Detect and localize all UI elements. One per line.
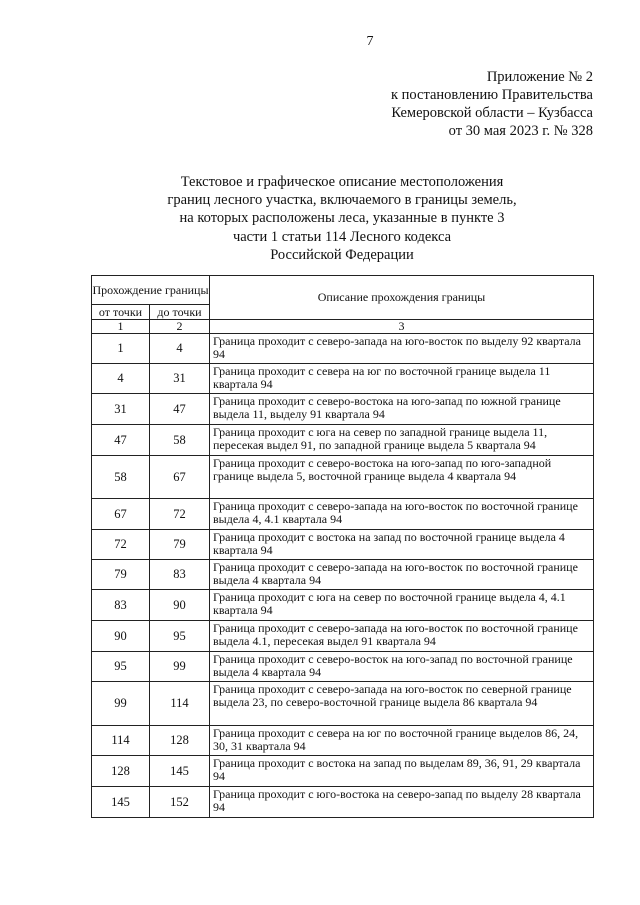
table-row <box>92 787 594 818</box>
cell-to-point: 72 <box>150 499 210 530</box>
cell-description: Граница проходит с северо-запада на юго-восток по выделу 92 квартала 94 <box>210 334 594 364</box>
table-row <box>92 682 594 726</box>
cell-to-point: 145 <box>150 756 210 787</box>
table-body <box>92 334 594 818</box>
appendix-header <box>391 68 593 140</box>
table-row <box>92 499 594 530</box>
cell-description: Граница проходит с северо-востока на юго-запад по южной границе выдела 11, выделу 91 квартала 94 <box>210 394 594 425</box>
cell-description: Граница проходит с северо-востока на юго-запад по юго-западной границе выдела 5, восточной границе выдела 4 квартала 94 <box>210 456 594 499</box>
column-index: 1 <box>92 320 150 334</box>
title-line: части 1 статьи 114 Лесного кодекса <box>232 228 452 245</box>
cell-description: Граница проходит с севера на юг по восточной границе выдела 11 квартала 94 <box>210 364 594 394</box>
cell-from-point: 4 <box>92 364 150 394</box>
column-index: 3 <box>210 320 594 334</box>
cell-from-point: 90 <box>92 621 150 652</box>
cell-from-point: 1 <box>92 334 150 364</box>
cell-from-point: 145 <box>92 787 150 818</box>
cell-description: Граница проходит с юга на север по восточной границе выдела 4, 4.1 квартала 94 <box>210 590 594 621</box>
appendix-line: от 30 мая 2023 г. № 328 <box>448 123 593 139</box>
table-row <box>92 652 594 682</box>
document-title <box>92 173 592 264</box>
table-row <box>92 726 594 756</box>
cell-to-point: 58 <box>150 425 210 456</box>
cell-to-point: 47 <box>150 394 210 425</box>
page-number: 7 <box>366 34 374 49</box>
table-row <box>92 756 594 787</box>
cell-from-point: 95 <box>92 652 150 682</box>
cell-description: Граница проходит с северо-запада на юго-восток по восточной границе выдела 4 квартала 94 <box>210 560 594 590</box>
table-row <box>92 456 594 499</box>
title-line: Российской Федерации <box>270 246 414 263</box>
cell-description: Граница проходит с востока на запад по выделам 89, 36, 91, 29 квартала 94 <box>210 756 594 787</box>
cell-description: Граница проходит с северо-восток на юго-запад по восточной границе выдела 4 квартала 94 <box>210 652 594 682</box>
cell-from-point: 72 <box>92 530 150 560</box>
cell-to-point: 90 <box>150 590 210 621</box>
table-row <box>92 334 594 364</box>
cell-to-point: 67 <box>150 456 210 499</box>
cell-description: Граница проходит с юга на север по западной границе выдела 11, пересекая выдел 91, по западной границе выдела 5 квартала 94 <box>210 425 594 456</box>
appendix-line: Приложение № 2 <box>486 69 593 85</box>
cell-to-point: 4 <box>150 334 210 364</box>
title-line: на которых расположены леса, указанные в пункте 3 <box>179 210 505 227</box>
header-passage: Прохождение границы <box>92 276 210 305</box>
header-from: от точки <box>92 305 150 320</box>
cell-to-point: 95 <box>150 621 210 652</box>
cell-from-point: 58 <box>92 456 150 499</box>
table-row <box>92 530 594 560</box>
cell-description: Граница проходит с севера на юг по восточной границе выделов 86, 24, 30, 31 квартала 94 <box>210 726 594 756</box>
cell-to-point: 114 <box>150 682 210 726</box>
appendix-line: к постановлению Правительства <box>391 87 593 103</box>
table-row <box>92 590 594 621</box>
cell-description: Граница проходит с северо-запада на юго-восток по северной границе выдела 23, по северо-восточной границе выдела 86 квартала 94 <box>210 682 594 726</box>
cell-from-point: 128 <box>92 756 150 787</box>
cell-from-point: 83 <box>92 590 150 621</box>
title-line: границ лесного участка, включаемого в границы земель, <box>167 192 517 209</box>
cell-description: Граница проходит с северо-запада на юго-восток по восточной границе выдела 4.1, пересекая выдел 91 квартала 94 <box>210 621 594 652</box>
cell-description: Граница проходит с востока на запад по восточной границе выдела 4 квартала 94 <box>210 530 594 560</box>
column-index: 2 <box>150 320 210 334</box>
cell-from-point: 31 <box>92 394 150 425</box>
table-row <box>92 425 594 456</box>
cell-to-point: 83 <box>150 560 210 590</box>
table-row <box>92 560 594 590</box>
cell-to-point: 128 <box>150 726 210 756</box>
appendix-line: Кемеровской области – Кузбасса <box>391 105 593 121</box>
cell-from-point: 47 <box>92 425 150 456</box>
cell-from-point: 67 <box>92 499 150 530</box>
table-row <box>92 621 594 652</box>
cell-to-point: 79 <box>150 530 210 560</box>
boundary-table <box>91 275 594 818</box>
cell-to-point: 31 <box>150 364 210 394</box>
cell-to-point: 152 <box>150 787 210 818</box>
table-row <box>92 394 594 425</box>
table-row <box>92 364 594 394</box>
cell-from-point: 99 <box>92 682 150 726</box>
title-line: Текстовое и графическое описание местоположения <box>180 174 504 190</box>
cell-description: Граница проходит с юго-востока на северо-запад по выделу 28 квартала 94 <box>210 787 594 818</box>
cell-from-point: 79 <box>92 560 150 590</box>
header-to: до точки <box>150 305 210 320</box>
header-description: Описание прохождения границы <box>210 276 594 320</box>
cell-to-point: 99 <box>150 652 210 682</box>
cell-from-point: 114 <box>92 726 150 756</box>
cell-description: Граница проходит с северо-запада на юго-восток по восточной границе выдела 4, 4.1 квартала 94 <box>210 499 594 530</box>
